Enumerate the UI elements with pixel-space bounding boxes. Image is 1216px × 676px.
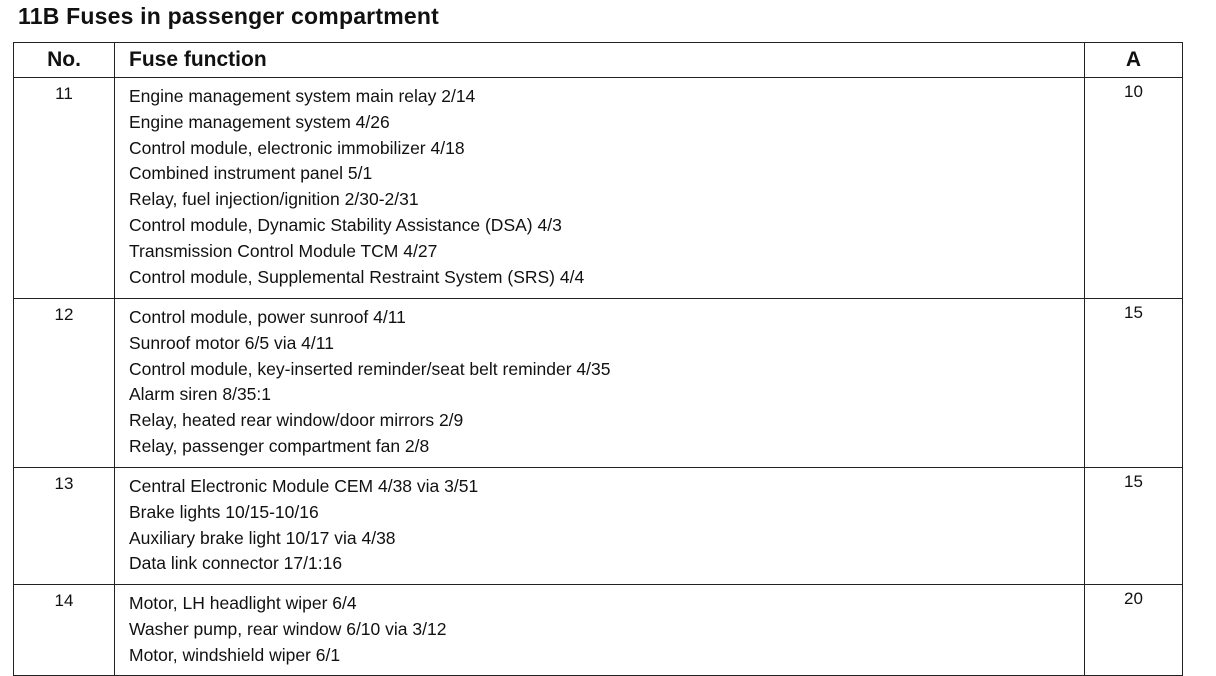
fuse-function-list — [115, 78, 1085, 299]
fuse-number: 12 — [14, 299, 115, 468]
fuse-amperage: 10 — [1085, 78, 1183, 299]
fuse-function: Alarm siren 8/35:1 — [129, 384, 272, 405]
fuse-function: Engine management system 4/26 — [129, 111, 390, 132]
column-header-function: Fuse function — [115, 43, 1085, 78]
fuse-function: Washer pump, rear window 6/10 via 3/12 — [129, 618, 447, 639]
fuse-function: Data link connector 17/1:16 — [129, 553, 343, 574]
fuse-function: Central Electronic Module CEM 4/38 via 3/51 — [129, 476, 479, 496]
fuse-function: Motor, windshield wiper 6/1 — [129, 644, 341, 665]
table-row — [14, 585, 1183, 676]
fuse-function: Control module, Supplemental Restraint System (SRS) 4/4 — [129, 266, 585, 287]
fuse-amperage: 15 — [1085, 468, 1183, 585]
fuse-function: Auxiliary brake light 10/17 via 4/38 — [129, 527, 396, 548]
fuse-function: Relay, fuel injection/ignition 2/30-2/31 — [129, 189, 419, 210]
fuse-number: 13 — [14, 468, 115, 585]
table-row — [14, 468, 1183, 585]
fuse-function: Relay, heated rear window/door mirrors 2/9 — [129, 410, 464, 431]
column-header-amp: A — [1085, 43, 1183, 78]
fuse-number: 11 — [14, 78, 115, 299]
fuse-function: Combined instrument panel 5/1 — [129, 163, 373, 184]
fuse-function: Engine management system main relay 2/14 — [129, 86, 476, 106]
table-row — [14, 299, 1183, 468]
fuse-function: Control module, Dynamic Stability Assistance (DSA) 4/3 — [129, 214, 562, 235]
page-title: 11B Fuses in passenger compartment — [18, 3, 439, 29]
fuse-table — [13, 42, 1183, 676]
fuse-number: 14 — [14, 585, 115, 676]
fuse-amperage: 15 — [1085, 299, 1183, 468]
fuse-amperage: 20 — [1085, 585, 1183, 676]
fuse-function-list — [115, 299, 1085, 468]
fuse-function: Motor, LH headlight wiper 6/4 — [129, 593, 357, 613]
fuse-function: Relay, passenger compartment fan 2/8 — [129, 435, 430, 456]
table-row — [14, 78, 1183, 299]
fuse-function: Control module, key-inserted reminder/seat belt reminder 4/35 — [129, 358, 611, 379]
table-header-row — [14, 43, 1183, 78]
fuse-function-list — [115, 585, 1085, 676]
fuse-function-list — [115, 468, 1085, 585]
fuse-function: Transmission Control Module TCM 4/27 — [129, 240, 438, 261]
fuse-function: Brake lights 10/15-10/16 — [129, 501, 319, 522]
fuse-function: Control module, power sunroof 4/11 — [129, 307, 406, 327]
fuse-function: Control module, electronic immobilizer 4/18 — [129, 137, 465, 158]
fuse-function: Sunroof motor 6/5 via 4/11 — [129, 332, 334, 353]
column-header-no: No. — [14, 43, 115, 78]
